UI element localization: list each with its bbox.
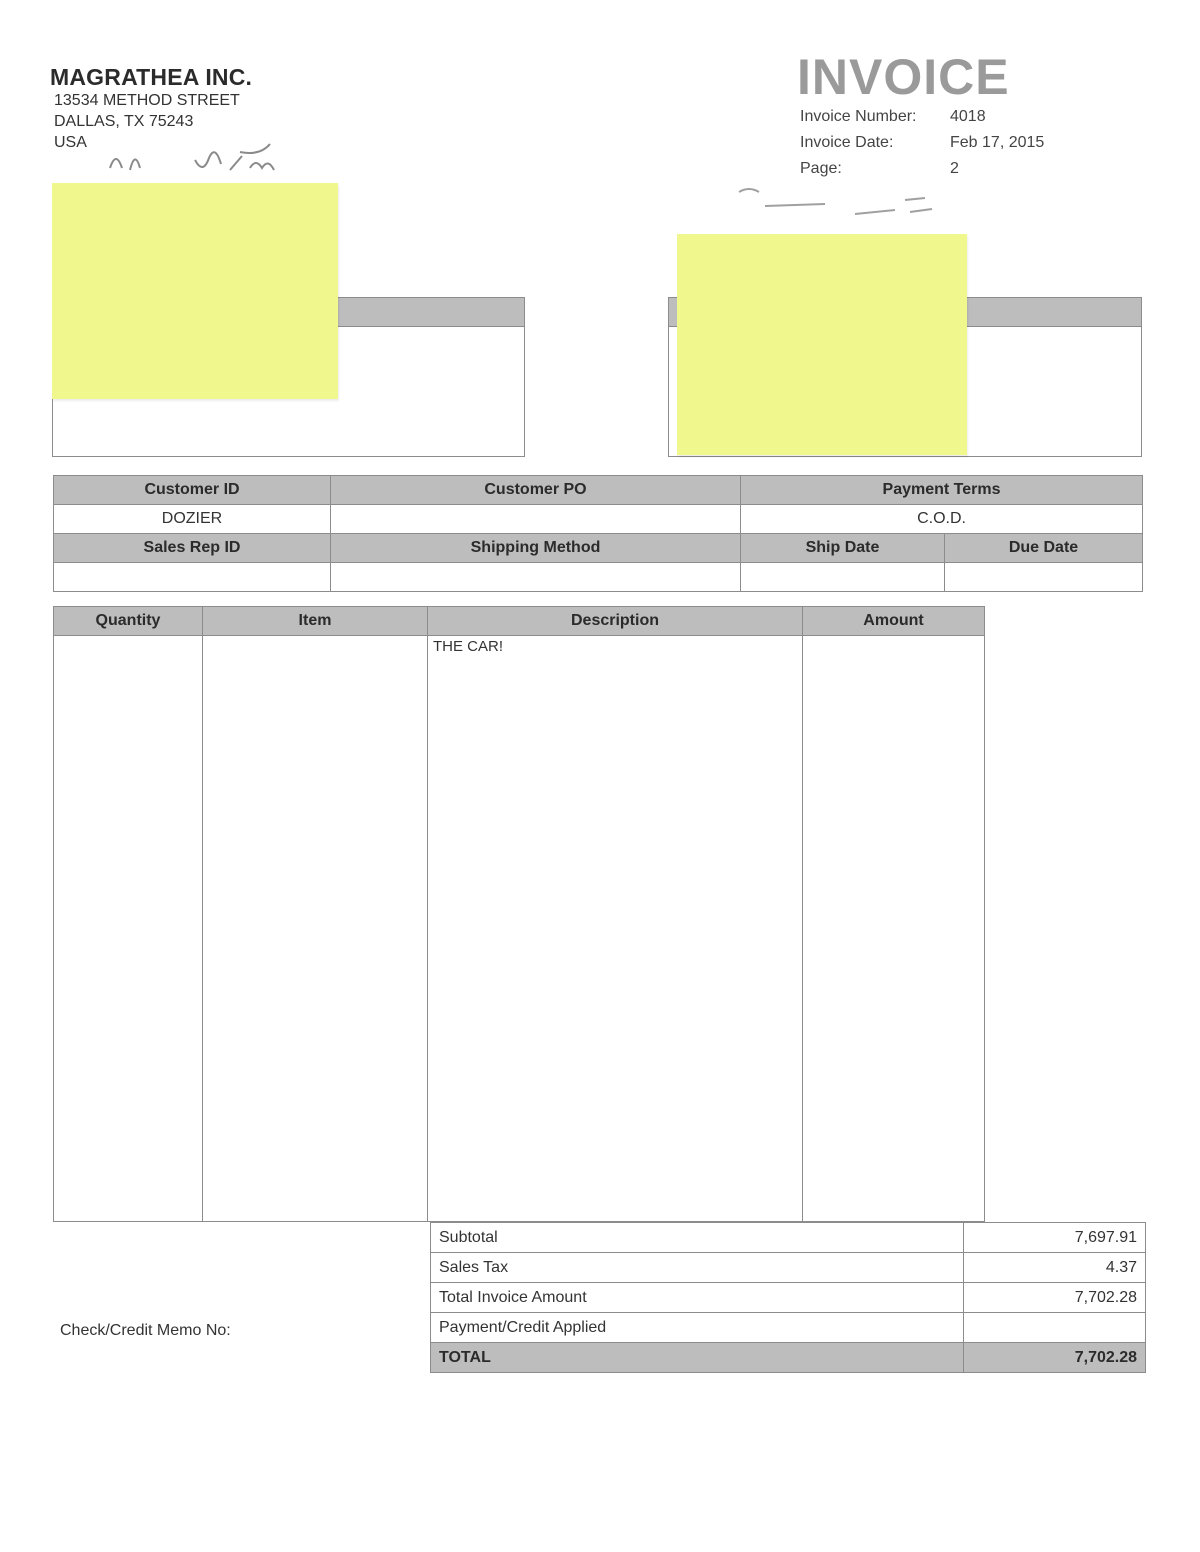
invoice-number-label: Invoice Number: [800, 108, 917, 125]
page-label: Page: [800, 160, 842, 177]
payment-terms-value: C.O.D. [741, 505, 1143, 534]
quantity-header: Quantity [54, 607, 202, 636]
payment-value [964, 1313, 1146, 1343]
info-header-row [54, 476, 1143, 505]
page-number: 2 [950, 160, 959, 177]
total-value: 7,702.28 [964, 1343, 1146, 1373]
due-date-header: Due Date [945, 534, 1143, 563]
shipping-header-row [54, 534, 1143, 563]
description-column [428, 607, 803, 1221]
amount-header: Amount [803, 607, 984, 636]
subtotal-value: 7,697.91 [964, 1223, 1146, 1253]
sticky-note-right [677, 234, 967, 455]
sales-rep-value [54, 563, 331, 592]
customer-po-value [331, 505, 741, 534]
company-country: USA [54, 134, 87, 151]
item-column [203, 607, 428, 1221]
sales-rep-header: Sales Rep ID [54, 534, 331, 563]
customer-po-header: Customer PO [331, 476, 741, 505]
handwritten-scribble [90, 120, 290, 190]
invoice-date-label: Invoice Date: [800, 134, 894, 151]
total-invoice-label: Total Invoice Amount [431, 1283, 964, 1313]
total-invoice-value: 7,702.28 [964, 1283, 1146, 1313]
shipping-value-row [54, 563, 1143, 592]
company-street: 13534 METHOD STREET [54, 92, 240, 109]
payment-terms-header: Payment Terms [741, 476, 1143, 505]
subtotal-row [431, 1223, 1146, 1253]
sticky-note-left [52, 183, 338, 399]
line-items-table [53, 606, 985, 1222]
sales-tax-row [431, 1253, 1146, 1283]
total-label: TOTAL [431, 1343, 964, 1373]
ship-date-header: Ship Date [741, 534, 945, 563]
customer-id-value: DOZIER [54, 505, 331, 534]
item-header: Item [203, 607, 427, 636]
customer-id-header: Customer ID [54, 476, 331, 505]
description-cell: THE CAR! [433, 638, 504, 655]
amount-cell [803, 636, 984, 640]
totals-table [430, 1222, 1146, 1373]
invoice-number: 4018 [950, 108, 986, 125]
invoice-date: Feb 17, 2015 [950, 134, 1045, 151]
shipping-method-value [331, 563, 741, 592]
quantity-column [54, 607, 203, 1221]
stamp-residue [735, 182, 945, 232]
due-date-value [945, 563, 1143, 592]
total-row [431, 1343, 1146, 1373]
subtotal-label: Subtotal [431, 1223, 964, 1253]
shipping-method-header: Shipping Method [331, 534, 741, 563]
payment-label: Payment/Credit Applied [431, 1313, 964, 1343]
check-credit-memo-label: Check/Credit Memo No: [60, 1322, 231, 1339]
ship-date-value [741, 563, 945, 592]
description-header: Description [428, 607, 802, 636]
item-cell [203, 636, 427, 640]
amount-column [803, 607, 984, 1221]
customer-info-table [53, 475, 1143, 592]
invoice-title: INVOICE [797, 49, 1010, 105]
total-invoice-row [431, 1283, 1146, 1313]
payment-row [431, 1313, 1146, 1343]
company-city: DALLAS, TX 75243 [54, 113, 194, 130]
sales-tax-label: Sales Tax [431, 1253, 964, 1283]
info-value-row [54, 505, 1143, 534]
company-name: MAGRATHEA INC. [50, 64, 253, 90]
sales-tax-value: 4.37 [964, 1253, 1146, 1283]
quantity-cell [54, 636, 202, 640]
